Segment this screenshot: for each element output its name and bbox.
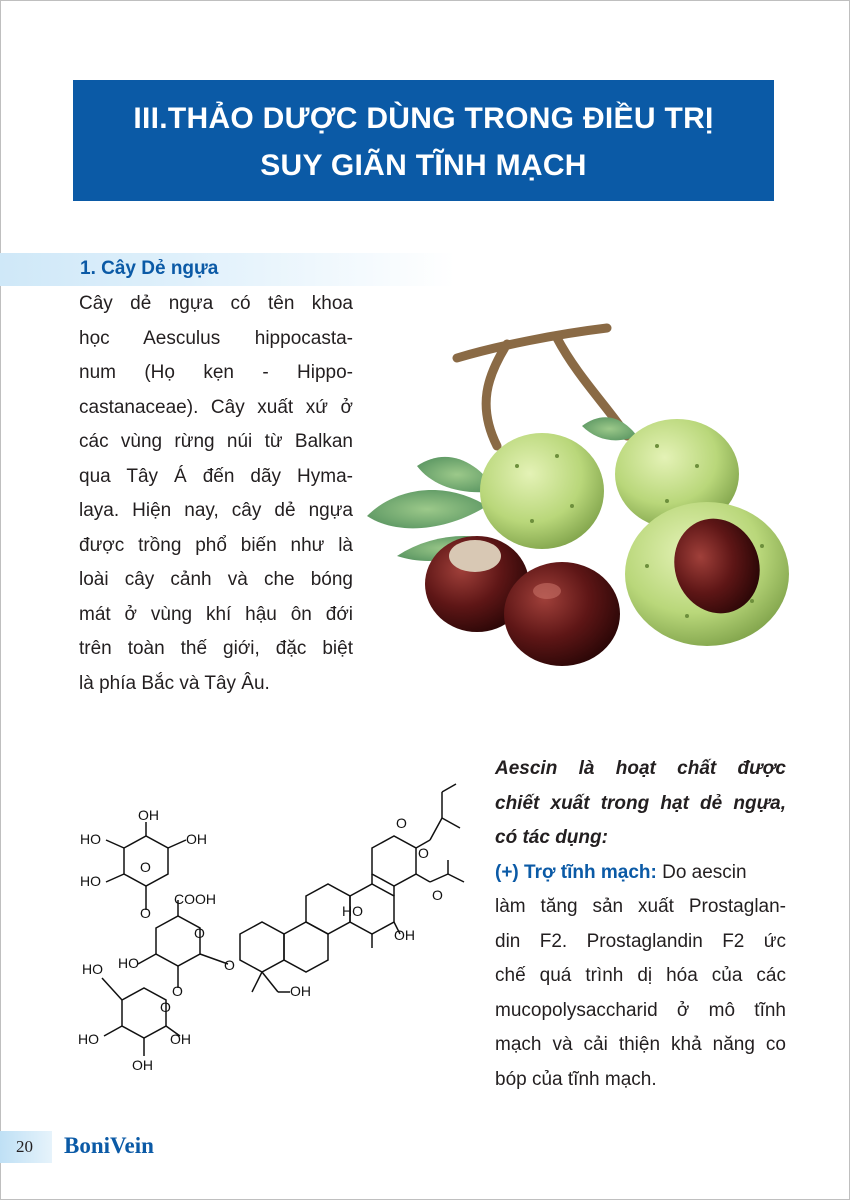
mol-label: OH <box>394 927 415 943</box>
mol-label: HO <box>80 873 101 889</box>
mol-label: OH <box>132 1057 153 1073</box>
mol-label: O <box>418 845 429 861</box>
aescin-body-line: bóp của tĩnh mạch. <box>495 1069 657 1090</box>
paragraph-line: laya. Hiện nay, cây dẻ ngựa <box>79 500 353 521</box>
aescin-chemical-structure <box>68 778 468 1078</box>
mol-label: O <box>172 983 183 999</box>
mol-label: O <box>396 815 407 831</box>
mol-label: HO <box>80 831 101 847</box>
mol-label: HO <box>342 903 363 919</box>
paragraph-line: các vùng rừng núi từ Balkan <box>79 431 353 452</box>
aescin-body-line: mucopolysaccharid ở mô tĩnh <box>495 1000 786 1021</box>
effect-line <box>495 856 786 891</box>
aescin-intro-line: chiết xuất trong hạt dẻ ngựa, <box>495 793 786 814</box>
mol-label: OH <box>170 1031 191 1047</box>
aescin-body-line: mạch và cải thiện khả năng co <box>495 1034 786 1055</box>
paragraph-line: loài cây cảnh và che bóng <box>79 569 353 590</box>
chapter-title-line-1: III.THẢO DƯỢC DÙNG TRONG ĐIỀU TRỊ <box>133 102 714 135</box>
mol-label: HO <box>118 955 139 971</box>
paragraph-line: là phía Bắc và Tây Âu. <box>79 673 270 694</box>
mol-label: OH <box>290 983 311 999</box>
mol-label: O <box>160 999 171 1015</box>
paragraph-line: mát ở vùng khí hậu ôn đới <box>79 604 353 625</box>
mol-label: O <box>194 925 205 941</box>
paragraph-line: được trồng phổ biến như là <box>79 535 353 556</box>
aescin-intro-line: Aescin là hoạt chất được <box>495 758 786 779</box>
brand-logo-text: BoniVein <box>64 1133 154 1158</box>
effect-label: (+) Trợ tĩnh mạch: <box>495 862 657 883</box>
aescin-intro-line: có tác dụng: <box>495 827 608 848</box>
paragraph-line: castanaceae). Cây xuất xứ ở <box>79 397 353 418</box>
mol-label: O <box>140 859 151 875</box>
mol-label: O <box>432 887 443 903</box>
paragraph-line: num (Họ kẹn - Hippo- <box>79 362 353 383</box>
section-title: 1. Cây Dẻ ngựa <box>80 258 219 279</box>
section-heading-band <box>0 253 455 286</box>
aescin-body-line: làm tăng sản xuất Prostaglan- <box>495 896 786 917</box>
paragraph-line: Cây dẻ ngựa có tên khoa <box>79 293 353 314</box>
mol-label: HO <box>82 961 103 977</box>
mol-label: OH <box>138 807 159 823</box>
aescin-body-line: chế quá trình dị hóa của các <box>495 965 786 986</box>
effect-first-line-rest: Do aescin <box>656 862 747 883</box>
paragraph-line: học Aesculus hippocasta- <box>79 328 353 349</box>
chapter-title-box <box>73 80 774 201</box>
mol-label: O <box>140 905 151 921</box>
mol-label: HO <box>78 1031 99 1047</box>
chapter-title-line-2: SUY GIÃN TĨNH MẠCH <box>260 149 587 182</box>
page-number: 20 <box>16 1137 33 1156</box>
aescin-body-line: din F2. Prostaglandin F2 ức <box>495 931 786 952</box>
mol-label: OH <box>186 831 207 847</box>
paragraph-line: trên toàn thế giới, đặc biệt <box>79 638 353 659</box>
mol-label: COOH <box>174 891 216 907</box>
horse-chestnut-photo <box>357 316 797 668</box>
paragraph-line: qua Tây Á đến dãy Hyma- <box>79 466 353 487</box>
mol-label: O <box>224 957 235 973</box>
